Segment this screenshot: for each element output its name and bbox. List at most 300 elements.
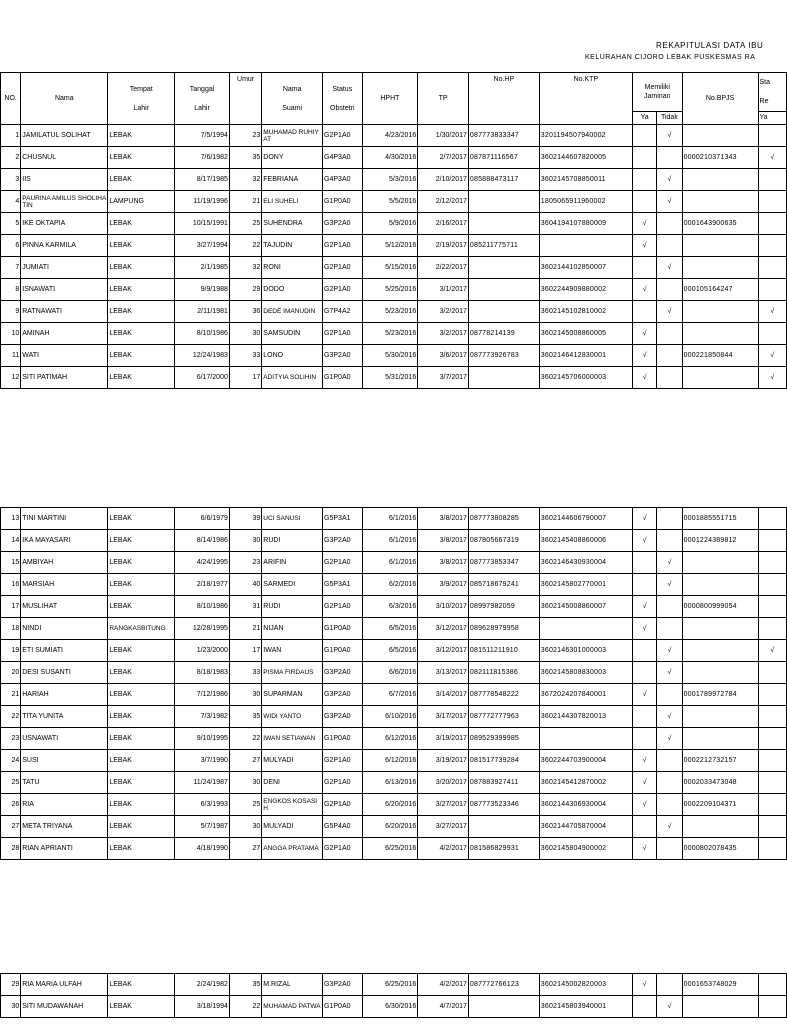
- cell-no-hp: [468, 257, 539, 279]
- cell-tp: 4/7/2017: [418, 996, 469, 1018]
- cell-tp: 4/2/2017: [418, 974, 469, 996]
- cell-no-bpjs: [682, 235, 758, 257]
- cell-nama-suami: NIJAN: [262, 618, 323, 640]
- cell-no-hp: [468, 301, 539, 323]
- cell-jaminan-ya: [632, 191, 656, 213]
- cell-hpht: 5/25/2016: [362, 279, 418, 301]
- cell-status-obstetri: G3P2A0: [323, 530, 363, 552]
- cell-no: 24: [1, 750, 21, 772]
- cell-no-hp: 081517739284: [468, 750, 539, 772]
- cell-no-ktp: 3672024207840001: [539, 684, 632, 706]
- cell-jaminan-tidak: [657, 618, 682, 640]
- table-row: [1, 728, 787, 750]
- cell-status-obstetri: G4P3A0: [323, 169, 363, 191]
- table-row: [1, 191, 787, 213]
- header-tidak: Tidak: [657, 112, 682, 125]
- cell-no-hp: 087778548222: [468, 684, 539, 706]
- cell-hpht: 4/30/2016: [362, 147, 418, 169]
- cell-tanggal-lahir: 8/18/1983: [175, 662, 230, 684]
- cell-status-r-ya: [758, 728, 786, 750]
- cell-tanggal-lahir: 7/12/1986: [175, 684, 230, 706]
- cell-umur: 25: [229, 213, 261, 235]
- cell-no-bpjs: [682, 552, 758, 574]
- cell-nama: AMINAH: [21, 323, 108, 345]
- table-row: [1, 323, 787, 345]
- table-row: [1, 996, 787, 1018]
- cell-status-obstetri: G2P1A0: [323, 323, 363, 345]
- cell-nama: ETI SUMIATI: [21, 640, 108, 662]
- cell-nama: HARIAH: [21, 684, 108, 706]
- cell-tanggal-lahir: 10/15/1991: [175, 213, 230, 235]
- cell-no-hp: 087773523346: [468, 794, 539, 816]
- cell-umur: 27: [229, 838, 261, 860]
- cell-hpht: 6/2/2016: [362, 574, 418, 596]
- cell-hpht: 5/23/2016: [362, 323, 418, 345]
- table-row: [1, 125, 787, 147]
- cell-umur: 39: [229, 508, 261, 530]
- cell-hpht: 6/1/2016: [362, 552, 418, 574]
- table-row: [1, 235, 787, 257]
- cell-nama: TITA YUNITA: [21, 706, 108, 728]
- cell-tanggal-lahir: 4/18/1990: [175, 838, 230, 860]
- cell-umur: 22: [229, 728, 261, 750]
- cell-jaminan-tidak: [657, 794, 682, 816]
- cell-tempat-lahir: LEBAK: [108, 508, 175, 530]
- cell-no-ktp: 3602145408860006: [539, 530, 632, 552]
- header-hpht: HPHT: [362, 73, 418, 125]
- cell-tanggal-lahir: 9/9/1988: [175, 279, 230, 301]
- cell-no-bpjs: [682, 662, 758, 684]
- cell-jaminan-tidak: [657, 974, 682, 996]
- cell-tempat-lahir: LEBAK: [108, 147, 175, 169]
- cell-nama: RIA MARIA ULFAH: [21, 974, 108, 996]
- cell-tp: 3/6/2017: [418, 345, 469, 367]
- cell-jaminan-tidak: √: [657, 191, 682, 213]
- cell-tanggal-lahir: 12/28/1995: [175, 618, 230, 640]
- cell-status-obstetri: G1P0A0: [323, 728, 363, 750]
- cell-tempat-lahir: LEBAK: [108, 169, 175, 191]
- table-row: [1, 213, 787, 235]
- cell-jaminan-ya: √: [632, 772, 656, 794]
- cell-no-ktp: 3602144306930004: [539, 794, 632, 816]
- cell-no-ktp: 3602145102810002: [539, 301, 632, 323]
- cell-no-bpjs: 0001789972784: [682, 684, 758, 706]
- cell-no-ktp: 3602145008860005: [539, 323, 632, 345]
- cell-no-bpjs: 0000802078435: [682, 838, 758, 860]
- cell-tempat-lahir: LEBAK: [108, 552, 175, 574]
- cell-no-ktp: 3602244909880002: [539, 279, 632, 301]
- cell-jaminan-tidak: [657, 838, 682, 860]
- cell-nama: PAURINA AMILUS SHOLIHATIN: [21, 191, 108, 213]
- table-row: [1, 750, 787, 772]
- header-tempat-lahir: Tempat Lahir: [108, 73, 175, 125]
- cell-nama-suami: RUDI: [262, 596, 323, 618]
- cell-no-bpjs: [682, 574, 758, 596]
- cell-hpht: 6/3/2016: [362, 596, 418, 618]
- cell-no-bpjs: [682, 301, 758, 323]
- cell-hpht: 6/1/2016: [362, 530, 418, 552]
- cell-umur: 33: [229, 662, 261, 684]
- cell-nama-suami: MUHAMAD RUHIYAT: [262, 125, 323, 147]
- cell-jaminan-tidak: [657, 367, 682, 389]
- table-row: [1, 794, 787, 816]
- cell-tempat-lahir: LEBAK: [108, 772, 175, 794]
- cell-tanggal-lahir: 11/19/1996: [175, 191, 230, 213]
- cell-umur: 35: [229, 147, 261, 169]
- cell-status-r-ya: [758, 706, 786, 728]
- cell-jaminan-ya: √: [632, 684, 656, 706]
- cell-jaminan-ya: √: [632, 838, 656, 860]
- cell-tanggal-lahir: 8/14/1986: [175, 530, 230, 552]
- cell-tp: 2/22/2017: [418, 257, 469, 279]
- cell-nama-suami: DONY: [262, 147, 323, 169]
- cell-no: 17: [1, 596, 21, 618]
- cell-nama: SITI MUDAWANAH: [21, 996, 108, 1018]
- cell-tempat-lahir: LEBAK: [108, 838, 175, 860]
- cell-jaminan-ya: [632, 125, 656, 147]
- cell-no-bpjs: [682, 367, 758, 389]
- table-row: [1, 574, 787, 596]
- cell-no-hp: 087805667319: [468, 530, 539, 552]
- cell-umur: 31: [229, 596, 261, 618]
- cell-no: 22: [1, 706, 21, 728]
- cell-tp: 1/30/2017: [418, 125, 469, 147]
- cell-tp: 3/19/2017: [418, 728, 469, 750]
- cell-no: 9: [1, 301, 21, 323]
- cell-status-r-ya: [758, 125, 786, 147]
- cell-status-r-ya: [758, 596, 786, 618]
- cell-tanggal-lahir: 3/18/1994: [175, 996, 230, 1018]
- cell-nama-suami: SARMEDI: [262, 574, 323, 596]
- table-row: [1, 706, 787, 728]
- cell-nama-suami: DENI: [262, 772, 323, 794]
- group-rows: [1, 974, 787, 1018]
- cell-status-obstetri: G1P0A0: [323, 640, 363, 662]
- cell-no: 18: [1, 618, 21, 640]
- cell-tp: 3/12/2017: [418, 618, 469, 640]
- cell-no: 28: [1, 838, 21, 860]
- header-ya-2: Ya: [758, 112, 786, 125]
- cell-no-bpjs: [682, 640, 758, 662]
- cell-jaminan-ya: [632, 552, 656, 574]
- cell-status-obstetri: G1P0A0: [323, 191, 363, 213]
- cell-no-ktp: 3602145804900002: [539, 838, 632, 860]
- cell-umur: 35: [229, 974, 261, 996]
- cell-nama-suami: DEDE IMANUDIN: [262, 301, 323, 323]
- cell-hpht: 6/20/2016: [362, 816, 418, 838]
- cell-jaminan-ya: √: [632, 794, 656, 816]
- cell-nama-suami: ENGKOS KOSASIH: [262, 794, 323, 816]
- cell-nama: ISNAWATI: [21, 279, 108, 301]
- cell-tempat-lahir: LEBAK: [108, 235, 175, 257]
- cell-no-hp: 087773926783: [468, 345, 539, 367]
- cell-jaminan-ya: [632, 147, 656, 169]
- cell-nama-suami: ARIFIN: [262, 552, 323, 574]
- cell-status-r-ya: [758, 684, 786, 706]
- cell-jaminan-tidak: √: [657, 996, 682, 1018]
- cell-hpht: 5/9/2016: [362, 213, 418, 235]
- group-rows: [1, 125, 787, 389]
- cell-tanggal-lahir: 11/24/1987: [175, 772, 230, 794]
- cell-no-hp: 087871116567: [468, 147, 539, 169]
- cell-no: 13: [1, 508, 21, 530]
- cell-status-obstetri: G3P2A0: [323, 213, 363, 235]
- cell-nama-suami: ADITYIA SOLIHIN: [262, 367, 323, 389]
- table-row: [1, 662, 787, 684]
- cell-nama: MUSLIHAT: [21, 596, 108, 618]
- cell-jaminan-tidak: [657, 508, 682, 530]
- cell-tanggal-lahir: 2/11/1981: [175, 301, 230, 323]
- cell-no-bpjs: [682, 618, 758, 640]
- cell-jaminan-ya: √: [632, 213, 656, 235]
- cell-tp: 3/12/2017: [418, 640, 469, 662]
- cell-tempat-lahir: LEBAK: [108, 301, 175, 323]
- cell-umur: 30: [229, 816, 261, 838]
- table-row: [1, 345, 787, 367]
- cell-jaminan-tidak: √: [657, 552, 682, 574]
- cell-tempat-lahir: LEBAK: [108, 816, 175, 838]
- cell-umur: 23: [229, 125, 261, 147]
- cell-hpht: 6/30/2016: [362, 996, 418, 1018]
- cell-no-hp: [468, 191, 539, 213]
- cell-nama-suami: PISMA FIRDAUS: [262, 662, 323, 684]
- cell-no-bpjs: 0001885551715: [682, 508, 758, 530]
- cell-no-ktp: 3602146430930004: [539, 552, 632, 574]
- cell-jaminan-ya: [632, 301, 656, 323]
- cell-status-obstetri: G3P2A0: [323, 345, 363, 367]
- cell-nama-suami: ELI SUHELI: [262, 191, 323, 213]
- cell-status-r-ya: [758, 974, 786, 996]
- cell-no-bpjs: 0000210371343: [682, 147, 758, 169]
- cell-no-hp: 085888473117: [468, 169, 539, 191]
- cell-tempat-lahir: LEBAK: [108, 706, 175, 728]
- cell-status-r-ya: √: [758, 301, 786, 323]
- cell-jaminan-ya: [632, 574, 656, 596]
- cell-no: 12: [1, 367, 21, 389]
- cell-no: 20: [1, 662, 21, 684]
- cell-no-bpjs: [682, 191, 758, 213]
- table-row: [1, 552, 787, 574]
- cell-no: 14: [1, 530, 21, 552]
- cell-umur: 29: [229, 279, 261, 301]
- cell-nama-suami: ANGGA PRATAMA: [262, 838, 323, 860]
- cell-no-bpjs: [682, 706, 758, 728]
- cell-tp: 3/9/2017: [418, 574, 469, 596]
- cell-jaminan-ya: √: [632, 323, 656, 345]
- cell-status-r-ya: [758, 169, 786, 191]
- cell-status-r-ya: √: [758, 367, 786, 389]
- cell-no-hp: [468, 816, 539, 838]
- cell-no-bpjs: 0001643900635: [682, 213, 758, 235]
- cell-jaminan-ya: √: [632, 279, 656, 301]
- cell-jaminan-ya: √: [632, 508, 656, 530]
- cell-jaminan-tidak: [657, 213, 682, 235]
- cell-tempat-lahir: LEBAK: [108, 596, 175, 618]
- cell-nama-suami: SUHENDRA: [262, 213, 323, 235]
- table-row: [1, 508, 787, 530]
- cell-status-r-ya: [758, 574, 786, 596]
- cell-no: 30: [1, 996, 21, 1018]
- cell-no-bpjs: 0002212732157: [682, 750, 758, 772]
- cell-no-hp: 081586829931: [468, 838, 539, 860]
- cell-status-obstetri: G3P2A0: [323, 684, 363, 706]
- cell-nama: SUSI: [21, 750, 108, 772]
- cell-nama: TINI MARTINI: [21, 508, 108, 530]
- cell-jaminan-ya: √: [632, 235, 656, 257]
- cell-nama: JUMIATI: [21, 257, 108, 279]
- cell-no-ktp: 3602144307820013: [539, 706, 632, 728]
- cell-umur: 35: [229, 706, 261, 728]
- cell-tp: 3/27/2017: [418, 816, 469, 838]
- cell-jaminan-ya: √: [632, 530, 656, 552]
- cell-umur: 22: [229, 235, 261, 257]
- cell-tempat-lahir: LEBAK: [108, 213, 175, 235]
- table-row: [1, 301, 787, 323]
- header-nama: Nama: [21, 73, 108, 125]
- cell-hpht: 5/5/2016: [362, 191, 418, 213]
- cell-nama-suami: DODO: [262, 279, 323, 301]
- cell-tp: 3/10/2017: [418, 596, 469, 618]
- cell-nama-suami: RUDI: [262, 530, 323, 552]
- cell-no: 1: [1, 125, 21, 147]
- cell-jaminan-tidak: √: [657, 816, 682, 838]
- cell-no: 21: [1, 684, 21, 706]
- cell-tp: 3/8/2017: [418, 552, 469, 574]
- cell-tempat-lahir: LEBAK: [108, 367, 175, 389]
- cell-jaminan-tidak: √: [657, 125, 682, 147]
- data-table-section-1: [0, 72, 787, 389]
- cell-tp: 2/7/2017: [418, 147, 469, 169]
- cell-no-bpjs: 000105164247: [682, 279, 758, 301]
- cell-tanggal-lahir: 3/27/1994: [175, 235, 230, 257]
- cell-tp: 3/8/2017: [418, 530, 469, 552]
- cell-tanggal-lahir: 2/24/1982: [175, 974, 230, 996]
- cell-no: 19: [1, 640, 21, 662]
- cell-no-ktp: 3602145803940001: [539, 996, 632, 1018]
- cell-tempat-lahir: LEBAK: [108, 640, 175, 662]
- cell-status-obstetri: G3P2A0: [323, 662, 363, 684]
- table-row: [1, 367, 787, 389]
- cell-no-hp: 087773808285: [468, 508, 539, 530]
- header-ya: Ya: [632, 112, 656, 125]
- cell-no-ktp: 3602145808830003: [539, 662, 632, 684]
- cell-hpht: 5/3/2016: [362, 169, 418, 191]
- cell-no-bpjs: 0002209104371: [682, 794, 758, 816]
- cell-tempat-lahir: LEBAK: [108, 750, 175, 772]
- group-rows: [1, 508, 787, 860]
- cell-umur: 17: [229, 640, 261, 662]
- cell-no-bpjs: [682, 169, 758, 191]
- cell-jaminan-tidak: [657, 772, 682, 794]
- cell-no: 11: [1, 345, 21, 367]
- table-row: [1, 147, 787, 169]
- cell-jaminan-tidak: √: [657, 169, 682, 191]
- table-row: [1, 838, 787, 860]
- cell-tempat-lahir: LEBAK: [108, 974, 175, 996]
- cell-jaminan-ya: [632, 257, 656, 279]
- cell-tanggal-lahir: 6/3/1993: [175, 794, 230, 816]
- cell-tempat-lahir: LEBAK: [108, 684, 175, 706]
- cell-status-obstetri: G1P0A0: [323, 618, 363, 640]
- cell-nama: IKE OKTAPIA: [21, 213, 108, 235]
- cell-hpht: 6/13/2016: [362, 772, 418, 794]
- cell-tanggal-lahir: 7/3/1982: [175, 706, 230, 728]
- cell-no-hp: 085718679241: [468, 574, 539, 596]
- cell-no-hp: [468, 367, 539, 389]
- cell-no-ktp: 3602146412830001: [539, 345, 632, 367]
- cell-status-r-ya: [758, 996, 786, 1018]
- cell-tanggal-lahir: 12/24/1983: [175, 345, 230, 367]
- cell-tp: 3/7/2017: [418, 367, 469, 389]
- cell-no: 27: [1, 816, 21, 838]
- cell-status-obstetri: G2P1A0: [323, 794, 363, 816]
- cell-status-obstetri: G5P3A1: [323, 574, 363, 596]
- cell-tp: 2/16/2017: [418, 213, 469, 235]
- cell-tempat-lahir: LEBAK: [108, 728, 175, 750]
- cell-status-obstetri: G3P2A0: [323, 706, 363, 728]
- cell-nama-suami: SAMSUDIN: [262, 323, 323, 345]
- table-row: [1, 530, 787, 552]
- cell-hpht: 6/5/2016: [362, 640, 418, 662]
- cell-nama-suami: WIDI YANTO: [262, 706, 323, 728]
- cell-no: 10: [1, 323, 21, 345]
- cell-tp: 3/1/2017: [418, 279, 469, 301]
- cell-jaminan-tidak: [657, 684, 682, 706]
- cell-no: 6: [1, 235, 21, 257]
- cell-hpht: 6/20/2016: [362, 794, 418, 816]
- cell-hpht: 4/23/2016: [362, 125, 418, 147]
- cell-tanggal-lahir: 7/6/1982: [175, 147, 230, 169]
- cell-no-bpjs: 0002218508​44: [682, 345, 758, 367]
- cell-status-obstetri: G2P1A0: [323, 279, 363, 301]
- cell-tempat-lahir: LAMPUNG: [108, 191, 175, 213]
- cell-status-obstetri: G2P1A0: [323, 772, 363, 794]
- cell-hpht: 6/7/2016: [362, 684, 418, 706]
- cell-tanggal-lahir: 5/7/1987: [175, 816, 230, 838]
- cell-status-r-ya: [758, 618, 786, 640]
- cell-hpht: 6/25/2016: [362, 838, 418, 860]
- cell-no-hp: 089529399985: [468, 728, 539, 750]
- cell-nama-suami: LONO: [262, 345, 323, 367]
- cell-no-hp: 089628979958: [468, 618, 539, 640]
- cell-no-bpjs: [682, 816, 758, 838]
- cell-status-r-ya: [758, 530, 786, 552]
- cell-status-obstetri: G2P1A0: [323, 125, 363, 147]
- cell-jaminan-tidak: [657, 147, 682, 169]
- cell-status-obstetri: G2P1A0: [323, 596, 363, 618]
- cell-no-hp: [468, 279, 539, 301]
- cell-status-r-ya: [758, 750, 786, 772]
- cell-status-obstetri: G2P1A0: [323, 552, 363, 574]
- cell-tempat-lahir: LEBAK: [108, 345, 175, 367]
- cell-no: 5: [1, 213, 21, 235]
- data-table-section-2: [0, 507, 787, 860]
- cell-jaminan-tidak: √: [657, 728, 682, 750]
- cell-tempat-lahir: LEBAK: [108, 574, 175, 596]
- cell-no-ktp: 3201194507940002: [539, 125, 632, 147]
- cell-status-r-ya: [758, 552, 786, 574]
- cell-umur: 32: [229, 169, 261, 191]
- cell-no-ktp: 1805065911960002: [539, 191, 632, 213]
- cell-status-r-ya: √: [758, 345, 786, 367]
- cell-no-ktp: 3602145706000003: [539, 367, 632, 389]
- cell-hpht: 5/12/2016: [362, 235, 418, 257]
- cell-status-r-ya: √: [758, 640, 786, 662]
- header-memiliki-jaminan: Memiliki Jaminan: [632, 73, 682, 112]
- cell-status-obstetri: G2P1A0: [323, 235, 363, 257]
- cell-status-obstetri: G2P1A0: [323, 257, 363, 279]
- cell-tempat-lahir: LEBAK: [108, 279, 175, 301]
